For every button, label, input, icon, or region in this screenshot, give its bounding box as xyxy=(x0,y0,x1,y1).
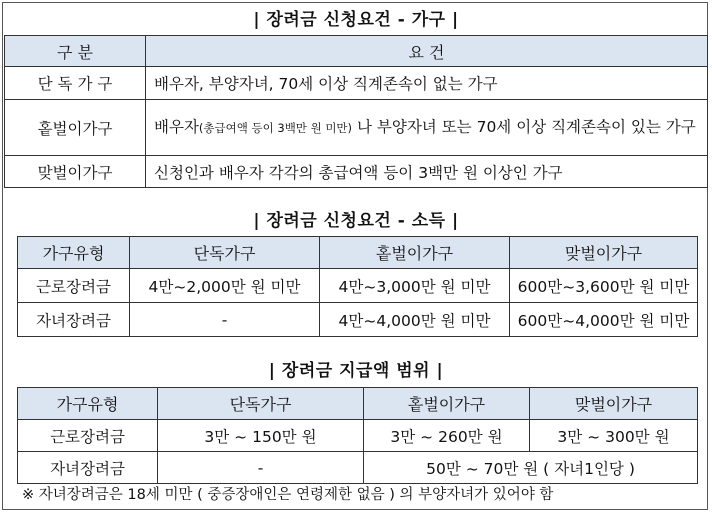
cell-household-type: 근로장려금 xyxy=(18,269,130,303)
section-title-household: | 장려금 신청요건 - 가구 | xyxy=(253,10,459,30)
row-type: 단 독 가 구 xyxy=(5,67,146,100)
section-title-income: | 장려금 신청요건 - 소득 | xyxy=(253,211,459,231)
requirement-note-small: (총급여액 등이 3백만 원 미만) xyxy=(198,121,353,135)
table-header-row xyxy=(18,237,698,269)
table-income-requirements xyxy=(17,236,698,337)
row-type: 홑벌이가구 xyxy=(5,100,146,156)
header-dual-earner: 맞벌이가구 xyxy=(510,237,698,269)
requirement-text-a: 배우자 xyxy=(154,118,199,136)
header-household-type: 가구유형 xyxy=(18,237,130,269)
table-header-row xyxy=(18,388,698,420)
table-header-row xyxy=(5,36,708,67)
table-payment-range xyxy=(17,387,698,484)
row-requirement: 배우자, 부양자녀, 70세 이상 직계존속이 없는 가구 xyxy=(146,67,708,100)
cell-single: 3만 ~ 150만 원 xyxy=(158,420,364,452)
row-requirement: 신청인과 배우자 각각의 총급여액 등이 3백만 원 이상인 가구 xyxy=(146,156,708,188)
table-household-requirements xyxy=(4,35,708,188)
cell-single-earner: 3만 ~ 260만 원 xyxy=(364,420,530,452)
cell-dual-earner: 3만 ~ 300만 원 xyxy=(530,420,698,452)
header-single-earner: 홑벌이가구 xyxy=(320,237,510,269)
cell-single: - xyxy=(158,452,364,484)
table-row xyxy=(18,269,698,303)
cell-earner-merged: 50만 ~ 70만 원 ( 자녀1인당 ) xyxy=(364,452,698,484)
table-row xyxy=(18,452,698,484)
cell-single: 4만~2,000만 원 미만 xyxy=(130,269,320,303)
cell-single-earner: 4만~3,000만 원 미만 xyxy=(320,269,510,303)
table-row xyxy=(18,420,698,452)
requirement-text-b: 나 부양자녀 또는 70세 이상 직계존속이 있는 가구 xyxy=(356,118,696,136)
cell-dual-earner: 600만~3,600만 원 미만 xyxy=(510,269,698,303)
footnote: ※ 자녀장려금은 18세 미만 ( 중증장애인은 연령제한 없음 ) 의 부양자녀가 있어야 함 xyxy=(22,487,554,503)
header-category: 구 분 xyxy=(5,36,146,67)
cell-single-earner: 4만~4,000만 원 미만 xyxy=(320,303,510,337)
cell-household-type: 자녀장려금 xyxy=(18,452,158,484)
cell-single: - xyxy=(130,303,320,337)
cell-household-type: 근로장려금 xyxy=(18,420,158,452)
row-type: 맞벌이가구 xyxy=(5,156,146,188)
header-requirement: 요 건 xyxy=(146,36,708,67)
row-requirement xyxy=(146,100,708,156)
header-dual-earner: 맞벌이가구 xyxy=(530,388,698,420)
header-single: 단독가구 xyxy=(130,237,320,269)
header-single: 단독가구 xyxy=(158,388,364,420)
header-single-earner: 홑벌이가구 xyxy=(364,388,530,420)
table-row xyxy=(5,156,708,188)
header-household-type: 가구유형 xyxy=(18,388,158,420)
table-row xyxy=(18,303,698,337)
table-row xyxy=(5,67,708,100)
section-title-payment-range: | 장려금 지급액 범위 | xyxy=(268,361,444,381)
cell-dual-earner: 600만~4,000만 원 미만 xyxy=(510,303,698,337)
table-row xyxy=(5,100,708,156)
cell-household-type: 자녀장려금 xyxy=(18,303,130,337)
